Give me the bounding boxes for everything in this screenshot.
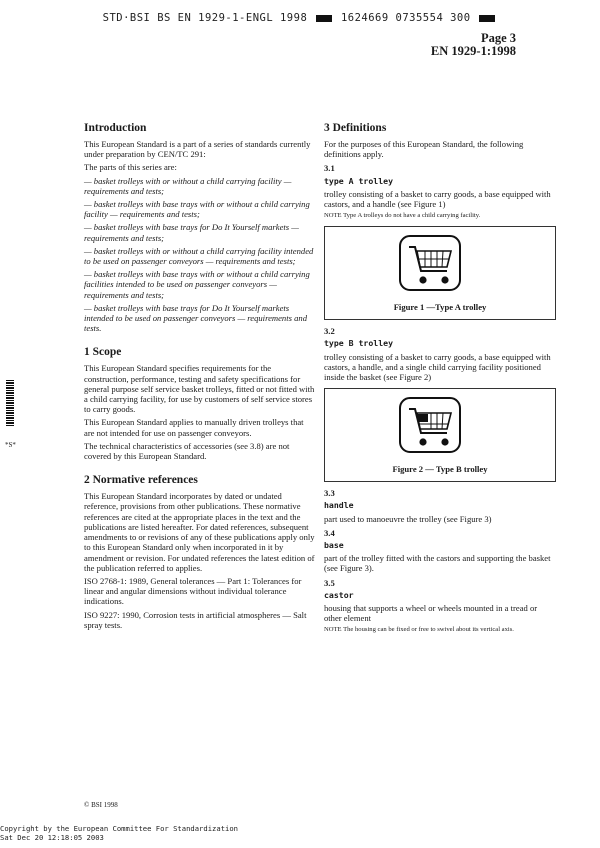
standard-id: EN 1929-1:1998 — [430, 44, 516, 58]
intro-paragraph: This European Standard is a part of a series of standards currently under preparation by CEN/TC 291: — [84, 139, 311, 160]
series-item: — basket trolleys with or without a child carrying facility intended to be used on passenger conveyors — requirements and tests; — [84, 245, 314, 267]
definition-text: trolley consisting of a basket to carry goods, a base equipped with castors, and a handle (see Figure 1) — [324, 188, 551, 210]
type-a-trolley-icon — [399, 235, 461, 291]
footer-timestamp: Sat Dec 20 12:18:05 2003 — [0, 832, 104, 842]
definition-term: base — [324, 540, 344, 551]
definition-note: NOTE Type A trolleys do not have a child carrying facility. — [324, 212, 481, 220]
series-item: — basket trolleys with base trays for Do It Yourself markets intended to be used on passenger conveyors — requirements and tests. — [84, 302, 307, 334]
introduction-heading: Introduction — [84, 122, 147, 134]
definition-term: castor — [324, 589, 354, 600]
figure-2 — [324, 388, 556, 482]
scope-paragraph: This European Standard applies to manually driven trolleys that are not intended for use on passenger conveyors. — [84, 417, 304, 438]
definition-text: part of the trolley fitted with the castors and supporting the basket (see Figure 3). — [324, 553, 551, 574]
clause-number: 3.3 — [324, 488, 335, 499]
clause-number: 3.1 — [324, 163, 335, 174]
left-column — [84, 122, 316, 633]
clause-number: 3.4 — [324, 527, 335, 538]
series-item: — basket trolleys with base trays with or without a child carrying facilities intended to be used on passenger conveyors — requirements and tests; — [84, 269, 310, 300]
barcode-block-icon — [479, 15, 495, 22]
margin-barcode-icon — [6, 380, 14, 426]
right-column — [324, 122, 556, 637]
figure-caption: Figure 1 —Type A trolley — [393, 302, 487, 313]
page-number: Page 3 — [480, 31, 516, 45]
definition-term: type B trolley — [324, 338, 394, 349]
document-code-line — [0, 12, 600, 24]
page-header — [431, 32, 516, 58]
definition-text: housing that supports a wheel or wheels mounted in a tread or other element — [324, 603, 538, 624]
normative-references-heading: 2 Normative references — [84, 474, 198, 487]
scope-paragraph: This European Standard specifies requirements for the construction, performance, testing and safety specifications for general purpose self service basket trolleys, fitted or not fitted with a child carrying facility, for use by customers of self service stores to carry goods. — [84, 363, 315, 415]
figure-1 — [324, 226, 556, 320]
definition-term: handle — [324, 500, 354, 511]
series-item: — basket trolleys with base trays with or without a child carrying facility — requirements and tests; — [84, 199, 310, 220]
definition-text: trolley consisting of a basket to carry goods, a base equipped with castors, a handle, and a single child carrying facility positioned inside the basket (see Figure 2) — [324, 351, 551, 383]
margin-mark: *S* — [5, 441, 16, 449]
type-b-trolley-icon — [399, 397, 461, 453]
reference-item: ISO 9227: 1990, Corrosion tests in artificial atmospheres — Salt spray tests. — [84, 609, 307, 630]
scope-heading: 1 Scope — [84, 346, 122, 359]
footer-line: Copyright by the European Committee For Standardization — [0, 824, 238, 833]
intro-series-label: The parts of this series are: — [84, 162, 177, 173]
document-code-mid: 1624669 0735554 300 — [340, 12, 471, 24]
bsi-copyright: © BSI 1998 — [84, 801, 118, 809]
clause-number: 3.2 — [324, 326, 335, 337]
definitions-intro: For the purposes of this European Standard, the following definitions apply. — [324, 139, 524, 160]
figure-caption: Figure 2 — Type B trolley — [392, 464, 488, 475]
footer-copyright — [0, 825, 238, 842]
reference-item: ISO 2768-1: 1989, General tolerances — Part 1: Tolerances for linear and angular dimensions without individual tolerance indications. — [84, 575, 302, 607]
barcode-block-icon — [316, 15, 332, 22]
normative-paragraph: This European Standard incorporates by dated or undated reference, provisions from other publications. These normative references are cited at the appropriate places in the text and the publications are listed hereafter. For dated references, subsequent amendments to or revisions of any of these publications apply only to this European Standard only when incorporated in it by amendment or revision. For undated references the latest edition of the publication referred to applies. — [84, 491, 315, 573]
clause-number: 3.5 — [324, 577, 335, 588]
definition-note: NOTE The housing can be fixed or free to swivel about its vertical axis. — [324, 626, 514, 634]
series-item: — basket trolleys with or without a child carrying facility — requirements and tests; — [84, 175, 292, 196]
definitions-heading: 3 Definitions — [324, 122, 387, 134]
definition-text: part used to manoeuvre the trolley (see Figure 3) — [324, 513, 492, 524]
scope-paragraph: The technical characteristics of accessories (see 3.8) are not covered by this European Standard. — [84, 440, 290, 462]
definition-term: type A trolley — [324, 175, 394, 186]
document-code-left: STD·BSI BS EN 1929-1-ENGL 1998 — [102, 12, 308, 24]
series-item: — basket trolleys with base trays for Do It Yourself markets — requirements and tests; — [84, 222, 299, 243]
